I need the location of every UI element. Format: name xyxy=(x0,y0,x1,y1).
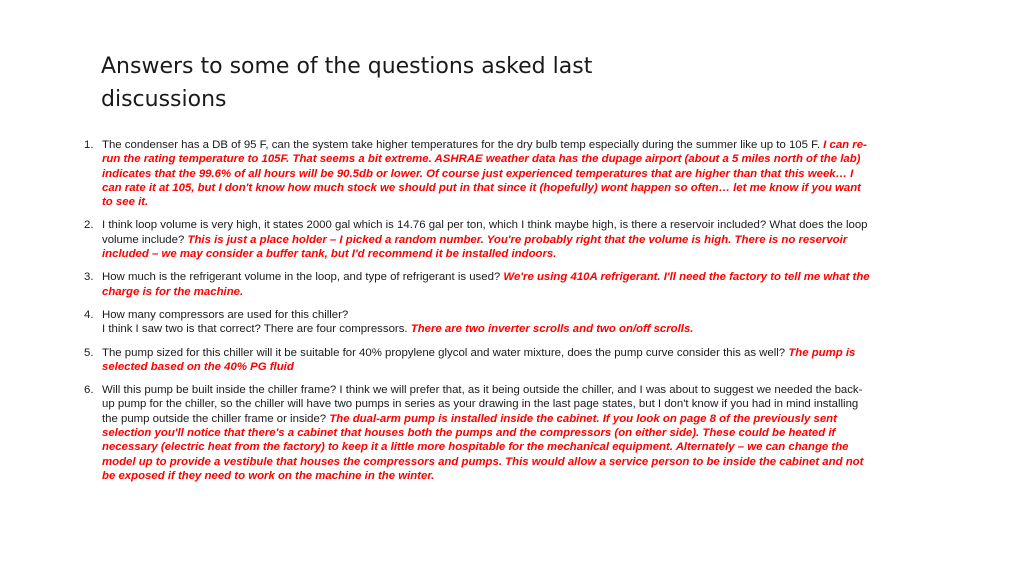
slide-title: Answers to some of the questions asked last discussions xyxy=(101,54,593,112)
qa-item-3 xyxy=(84,270,874,299)
question-text: I think loop volume is very high, it states 2000 gal which is 14.76 gal per ton, which I think maybe high, is there a reservoir included? What does the loop volume include? xyxy=(102,219,868,246)
item-number: 2. xyxy=(84,219,94,232)
question-text: How many compressors are used for this chiller? xyxy=(102,308,349,321)
question-text: The pump sized for this chiller will it be suitable for 40% propylene glycol and water mixture, does the pump curve consider this as well? xyxy=(102,346,786,359)
answer-text: This is just a place holder – I picked a random number. You're probably right that the volume is high. There is no reservoir included – we may consider a buffer tank, but I'd recommend it be installed indoors. xyxy=(102,233,848,261)
item-number: 5. xyxy=(84,346,94,359)
answer-text: The dual-arm pump is installed inside the cabinet. If you look on page 8 of the previously sent selection you'll notice that there's a cabinet that houses both the pumps and the compressors (on either side). These could be heated if necessary (electric heat from the factory) to keep it a little more hospitable for the mechanical equipment. Alternately – we can change the model up to provide a vestibule that houses the compressors and pumps. This would allow a service person to be inside the cabinet and not be exposed if they need to work on the machine in the winter. xyxy=(102,412,864,482)
item-number: 3. xyxy=(84,271,94,284)
item-number: 6. xyxy=(84,384,94,397)
item-number: 1. xyxy=(84,139,94,151)
question-text: How much is the refrigerant volume in the loop, and type of refrigerant is used? xyxy=(102,271,501,284)
qa-list xyxy=(84,138,874,492)
question-text: The condenser has a DB of 95 F, can the system take higher temperatures for the dry bulb temp especially during the summer like up to 105 F. xyxy=(102,139,820,151)
answer-text: There are two inverter scrolls and two on/off scrolls. xyxy=(410,323,694,336)
qa-item-4 xyxy=(84,308,874,337)
answer-text: I can re-run the rating temperature to 105F. That seems a bit extreme. ASHRAE weather data has the dupage airport (about a 5 miles north of the lab) indicates that the 99.6% of all hours will be 90.5db or lower. Of course just experienced temperatures that are higher than that this week… I can rate it at 105, but I don't know how much stock we should put in that since it (hopefully) wont happen so often… let me know if you want to see it. xyxy=(102,139,867,209)
answer-text: The pump is selected based on the 40% PG fluid xyxy=(102,346,856,373)
qa-item-5 xyxy=(84,346,874,375)
qa-item-6 xyxy=(84,383,874,483)
question-text: Will this pump be built inside the chiller frame? I think we will prefer that, as it being outside the chiller, and I was about to suggest we needed the back-up pump for the chiller, so the chiller will have two pumps in series as your drawing in the last page states, but I don't know if you had in mind installing the pump outside the chiller frame or inside? xyxy=(102,384,863,425)
answer-text: We're using 410A refrigerant. I'll need the factory to tell me what the charge is for the machine. xyxy=(102,271,870,298)
question-text-followup: I think I saw two is that correct? There are four compressors. xyxy=(102,323,408,336)
qa-item-2 xyxy=(84,218,874,261)
item-number: 4. xyxy=(84,308,94,321)
qa-item-1 xyxy=(84,138,874,209)
